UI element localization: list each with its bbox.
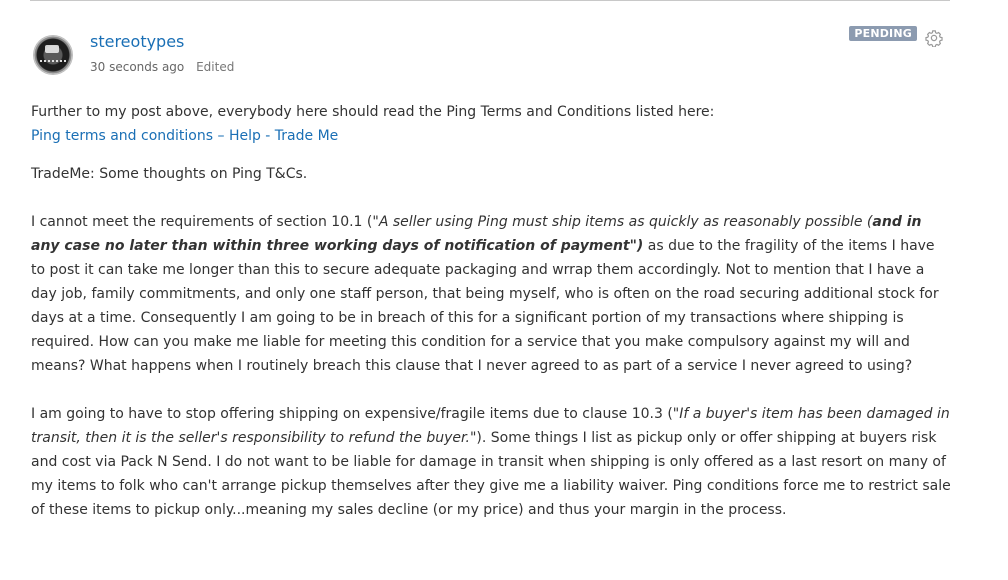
status-badge: PENDING [849, 26, 917, 41]
para2-rest: ). Some things I list as pickup only or offer shipping at buyers risk and cost via Pack N Send. I do not want to be liable for damage in transit when shipping is only offered as a last resort on many of my items to folk who can't arrange pickup themselves after they give me a liability waiver. Ping conditions force me to restrict sale of these items to pickup only...meaning my sales decline (or my price) and thus your margin in the process. [31, 430, 951, 518]
top-divider [30, 0, 950, 1]
post-header [31, 26, 951, 82]
paragraph-section-10-3 [31, 402, 951, 522]
intro-line: Further to my post above, everybody here should read the Ping Terms and Conditions listed here: [31, 104, 715, 120]
terms-link[interactable]: Ping terms and conditions – Help - Trade Me [31, 128, 339, 144]
username-link[interactable]: stereotypes [90, 32, 185, 51]
thoughts-heading: TradeMe: Some thoughts on Ping T&Cs. [31, 166, 308, 182]
post-body [31, 100, 951, 522]
post-meta [90, 60, 234, 74]
paragraph-section-10-1 [31, 210, 951, 378]
avatar[interactable] [34, 36, 72, 74]
para2-quote: "If a buyer's item has been damaged in transit, then it is the seller's responsibility to refund the buyer." [31, 406, 950, 446]
para1-quote: "A seller using Ping must ship items as quickly as reasonably possible ( [372, 214, 873, 230]
para1-rest: as due to the fragility of the items I have to post it can take me longer than this to secure adequate packaging and wrrap them accordingly. Not to mention that I have a day job, family commitments, and only one staff person, that being myself, who is often on the road securing additional stock for days at a time. Consequently I am going to be in breach of this for a significant portion of my transactions where shipping is required. How can you make me liable for meeting this condition for a service that you make compulsory against my will and means? What happens when I routinely breach this clause that I never agreed to as part of a service I never agreed to using? [31, 238, 939, 374]
para2-prefix: I am going to have to stop offering shipping on expensive/fragile items due to clause 10.3 ( [31, 406, 673, 422]
para1-prefix: I cannot meet the requirements of section 10.1 ( [31, 214, 373, 230]
edited-label: Edited [196, 60, 235, 74]
para1-quote-bold: and in any case no later than within three working days of notification of payment") [31, 214, 922, 254]
gear-icon[interactable] [925, 29, 943, 47]
timestamp: 30 seconds ago [90, 60, 185, 74]
